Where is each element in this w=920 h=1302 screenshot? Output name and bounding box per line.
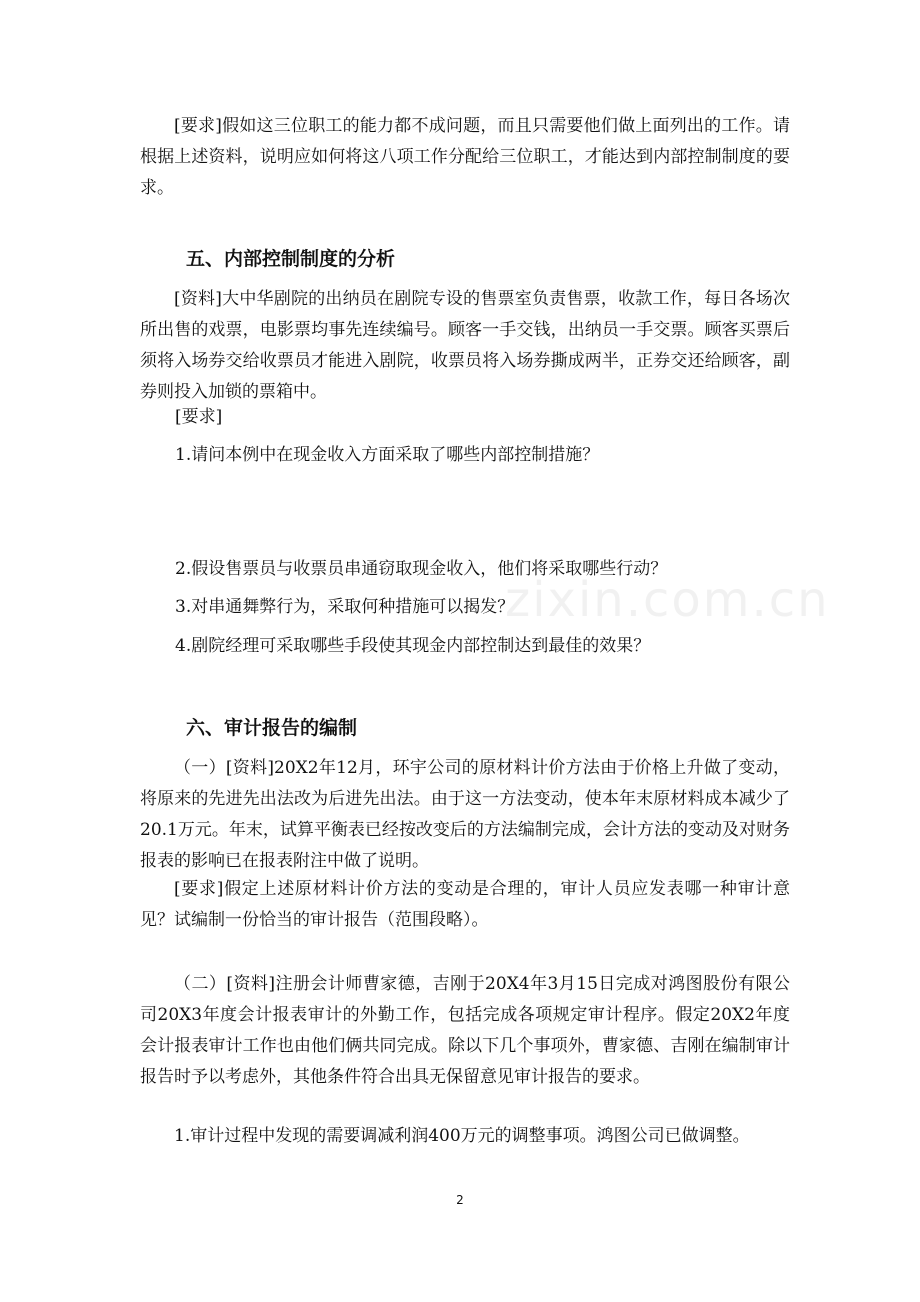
section6-part1-requirement: [要求]假定上述原材料计价方法的变动是合理的，审计人员应发表哪一种审计意见？试编制一份恰当的审计报告（范围段略）。 [140,879,790,930]
section5-heading: 五、内部控制制度的分析 [186,248,396,270]
section5-question-4: 4.剧院经理可采取哪些手段使其现金内部控制达到最佳的效果？ [175,636,651,656]
section5-question-2: 2.假设售票员与收票员串通窃取现金收入，他们将采取哪些行动？ [175,559,668,579]
section5-requirement-label: [要求] [175,407,223,427]
section6-heading: 六、审计报告的编制 [186,717,358,739]
section6-item-1: 1.审计过程中发现的需要调减利润400万元的调整事项。鸿图公司已做调整。 [174,1126,750,1146]
section5-question-1: 1.请问本例中在现金收入方面采取了哪些内部控制措施？ [175,445,600,465]
section4-requirement: [要求]假如这三位职工的能力都不成问题，而且只需要他们做上面列出的工作。请根据上述资料，说明应如何将这八项工作分配给三位职工，才能达到内部控制制度的要求。 [140,116,790,198]
section6-part2-material: （二）[资料]注册会计师曹家德，吉刚于20X4年3月15日完成对鸿图股份有限公司20X3年度会计报表审计的外勤工作，包括完成各项规定审计程序。假定20X2年度会计报表审计工作也由他们俩共同完成。除以下几个事项外，曹家德、吉刚在编制审计报告时予以考虑外，其他条件符合出具无保留意见审计报告的要求。 [140,974,790,1087]
page-number: 2 [456,1193,464,1207]
section5-material: [资料]大中华剧院的出纳员在剧院专设的售票室负责售票，收款工作，每日各场次所出售的戏票，电影票均事先连续编号。顾客一手交钱，出纳员一手交票。顾客买票后须将入场券交给收票员才能进入剧院，收票员将入场券撕成两半，正券交还给顾客，副券则投入加锁的票箱中。 [140,289,790,402]
watermark: zixin.com.cn [505,572,830,628]
section6-part1-material: （一）[资料]20X2年12月，环宇公司的原材料计价方法由于价格上升做了变动，将原来的先进先出法改为后进先出法。由于这一方法变动，使本年末原材料成本减少了20.1万元。年末，试算平衡表已经按改变后的方法编制完成，会计方法的变动及对财务报表的影响已在报表附注中做了说明。 [140,758,790,871]
section5-question-3: 3.对串通舞弊行为，采取何种措施可以揭发？ [175,597,515,617]
